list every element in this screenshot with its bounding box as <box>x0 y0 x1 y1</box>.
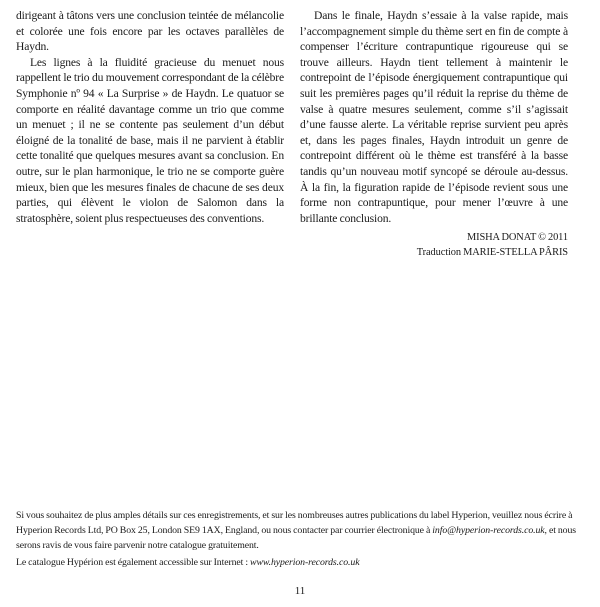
left-text-column <box>16 8 284 226</box>
author-credit: MISHA DONAT © 2011 <box>466 232 568 244</box>
footer-website-info <box>16 555 582 570</box>
footer-info-text: Si vous souhaitez de plus amples détails sur ces enregistrements, et sur les nombreuses autres publications du label Hyperion, veuillez nous écrire à Hyperion Records Ltd, PO Box 25, London SE9 1AX, England, ou nous contacter par courrier électronique à <box>16 510 573 537</box>
right-text-column <box>300 8 568 260</box>
footer-web-text: Le catalogue Hypérion est également accessible sur Internet : <box>16 557 248 568</box>
right-paragraph-1: Dans le finale, Haydn s’essaie à la valse rapide, mais l’accompagnement simple du thème sert en fin de compte à compenser l’écriture contrapuntique rigoureuse qui se trouve ailleurs. Haydn tient tellement à maintenir le contrepoint de l’épisode énergiquement contrapuntique qui suit les premières pages qu’il réduit la reprise du thème de valse à quatre mesures seulement, comme s’il s’agissait d’une fausse alerte. La véritable reprise survient peu après et, dans les pages finales, Haydn introduit un genre de contrepoint différent où le thème est transféré à la basse tandis qu’un nouveau motif syncopé se déroule au-dessus. À la fin, la figuration rapide de l’épisode revient sous une forme non contrapuntique, pour mener l’œuvre à une brillante conclusion. <box>300 9 568 225</box>
left-paragraph-1: dirigeant à tâtons vers une conclusion teintée de mélancolie et colorée une fois encore par les octaves parallèles de Haydn. <box>16 9 284 54</box>
left-paragraph-2: Les lignes à la fluidité gracieuse du menuet nous rappellent le trio du mouvement correspondant de la célèbre Symphonie nº 94 « La Surprise » de Haydn. Le quatuor se comporte en réalité davantage comme un trio que comme un menuet ; il ne se contente pas seulement d’un début éloigné de la tonalité de base, mais il ne parvient à établir cette tonalité que quelques mesures avant sa conclusion. En outre, sur le plan harmonique, le trio ne se comporte guère mieux, bien que les mesures finales de chacune de ses deux parties, qui élèvent le violon de Salomon dans la stratosphère, soient plus respectueuses des conventions. <box>16 55 284 225</box>
footer-website-link[interactable]: www.hyperion-records.co.uk <box>250 557 360 568</box>
translation-credit: Traduction MARIE-STELLA PÂRIS <box>416 247 568 259</box>
footer-email-link[interactable]: info@hyperion-records.co.uk <box>432 525 545 537</box>
footer-contact-info <box>16 508 582 554</box>
page-number: 11 <box>294 585 306 597</box>
signature-block <box>300 230 568 260</box>
footer-info-text-end: , et nous serons ravis de vous faire parvenir notre catalogue gratuitement. <box>16 525 576 552</box>
